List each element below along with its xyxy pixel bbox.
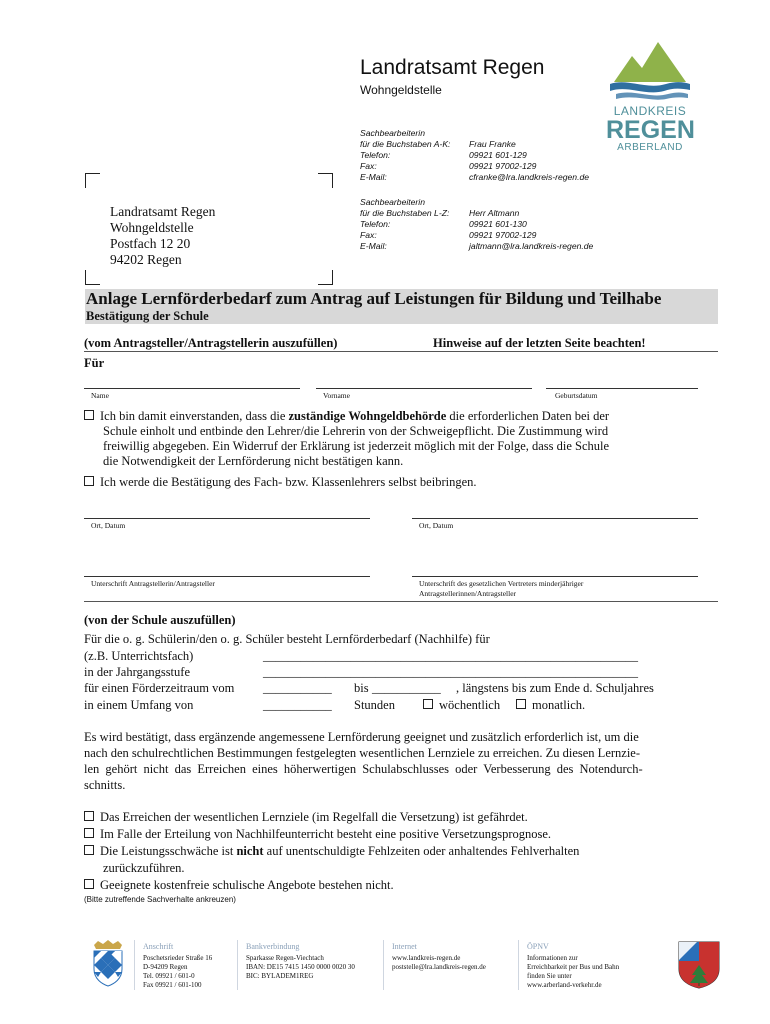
contact-label: Telefon: [360, 219, 391, 229]
consent-text-b: die erforderlichen Daten bei der [446, 409, 610, 423]
self-bring-checkbox[interactable] [84, 476, 94, 486]
check-note: (Bitte zutreffende Sachverhalte ankreuzen) [84, 895, 236, 904]
signature-right-label-2: Antragstellerinnen/Antragsteller [419, 589, 517, 598]
weekly-text: wöchentlich [439, 698, 501, 712]
period-bis-label: bis [354, 681, 369, 695]
notice-text: Hinweise auf der letzten Seite beachten! [433, 336, 646, 350]
self-bring-option [84, 475, 477, 490]
footer-heading: Internet [392, 942, 417, 951]
monthly-checkbox[interactable] [516, 699, 526, 709]
signature-left-label: Unterschrift Antragstellerin/Antragsteller [91, 579, 215, 588]
check-weakness-bold: nicht [236, 844, 264, 858]
footer-separator [383, 940, 384, 990]
period-tail: , längstens bis zum Ende d. Schuljahres [456, 681, 654, 695]
contact-label: Fax: [360, 230, 377, 240]
address-line: Landratsamt Regen [110, 204, 216, 219]
geburtsdatum-field[interactable] [546, 388, 698, 389]
contact-value: 09921 97002-129 [469, 161, 537, 171]
contact-value: 09921 97002-129 [469, 230, 537, 240]
signature-right-label-1: Unterschrift des gesetzlichen Vertreters minderjähriger [419, 579, 584, 588]
school-section-divider [84, 601, 718, 602]
footer-bank [246, 942, 355, 981]
row-scope-label: in einem Umfang von [84, 698, 194, 712]
footer-line: Informationen zur [527, 954, 578, 962]
address-line: 94202 Regen [110, 252, 182, 267]
ort-datum-left-field[interactable] [84, 518, 370, 519]
consent-line: Schule einholt und entbinde den Lehrer/die Lehrerin von der Schweigepflicht. Die Zustimmung wird [103, 424, 609, 438]
form-subtitle: Bestätigung der Schule [86, 309, 209, 323]
fuer-label: Für [84, 356, 105, 370]
confirm-line: nach den schulrechtlichen Bestimmungen festgelegten wesentlichen Lernziele zu erreichen. Zu diesen Lernzie- [84, 746, 641, 760]
geburtsdatum-label: Geburtsdatum [555, 391, 598, 400]
check-weakness-line2: zurückzuführen. [103, 861, 185, 875]
address-line: Wohngeldstelle [110, 220, 194, 235]
contact-label: für die Buchstaben A-K: [360, 139, 451, 149]
contact-label: Telefon: [360, 150, 391, 160]
address-corner-tl [85, 173, 100, 188]
contact-block-ak [360, 128, 450, 183]
contact-value: 09921 601-130 [469, 219, 527, 229]
contact-email[interactable]: cfranke@lra.landkreis-regen.de [469, 172, 590, 182]
vorname-field[interactable] [316, 388, 532, 389]
contact-value: Frau Franke [469, 139, 516, 149]
footer-line: D-94209 Regen [143, 963, 188, 971]
scope-hours-field[interactable]: ___________ [263, 698, 332, 712]
footer-heading: ÖPNV [527, 942, 549, 951]
footer-oepnv [527, 942, 619, 990]
contact-value: 09921 601-129 [469, 150, 527, 160]
grade-field[interactable]: ____________________________________________________________ [263, 665, 638, 679]
school-heading: (von der Schule auszufüllen) [84, 613, 236, 627]
monthly-option [516, 698, 585, 713]
consent-line: freiwillig abgegeben. Ein Widerruf der Erklärung ist jederzeit möglich mit der Folge, dass die Schule [103, 439, 610, 453]
contact-label: Sachbearbeiterin [360, 197, 425, 207]
bavaria-coat-of-arms [90, 939, 126, 987]
mountain-river-icon [606, 38, 694, 100]
check-offers-text: Geeignete kostenfreie schulische Angebote bestehen nicht. [100, 878, 394, 892]
address-corner-tr [318, 173, 333, 188]
self-bring-text: Ich werde die Bestätigung des Fach- bzw. Klassenlehrers selbst beibringen. [100, 475, 477, 489]
ort-datum-left-label: Ort, Datum [91, 521, 126, 530]
logo-line1: LANDKREIS [613, 104, 687, 118]
name-label: Name [91, 391, 109, 400]
ort-datum-right-field[interactable] [412, 518, 698, 519]
consent-text-bold: zuständige Wohngeldbehörde [288, 409, 447, 423]
recipient-address [110, 204, 215, 268]
check-weakness-text-a: Die Leistungsschwäche ist [100, 844, 237, 858]
consent-line: die Notwendigkeit der Lernförderung nicht bestätigen kann. [103, 454, 404, 468]
footer-line: Fax 09921 / 601-100 [143, 981, 202, 989]
footer-line: finden Sie unter [527, 972, 572, 980]
address-corner-br [318, 270, 333, 285]
scope-hours-label: Stunden [354, 698, 395, 712]
contact-values-lz [469, 197, 593, 252]
school-intro: Für die o. g. Schülerin/den o. g. Schüler besteht Lernförderbedarf (Nachhilfe) für [84, 632, 490, 646]
check-goals-checkbox[interactable] [84, 811, 94, 821]
check-prognosis-text: Im Falle der Erteilung von Nachhilfeunterricht besteht eine positive Versetzungsprognose. [100, 827, 552, 841]
consent-text-a: Ich bin damit einverstanden, dass die [100, 409, 289, 423]
period-to-field[interactable]: ___________ [372, 681, 441, 695]
footer-link[interactable]: www.arberland-verkehr.de [527, 981, 602, 989]
footer-link[interactable]: www.landkreis-regen.de [392, 954, 461, 962]
landkreis-regen-logo [606, 38, 695, 153]
check-goals-text: Das Erreichen der wesentlichen Lernziele (im Regelfall die Versetzung) ist gefährdet. [100, 810, 528, 824]
check-offers-checkbox[interactable] [84, 879, 94, 889]
contact-label: E-Mail: [360, 241, 387, 251]
district-coat-of-arms [676, 939, 722, 989]
school-checklist [84, 809, 579, 894]
footer-line: Erreichbarkeit per Bus und Bahn [527, 963, 620, 971]
weekly-checkbox[interactable] [423, 699, 433, 709]
row-period-label: für einen Förderzeitraum vom [84, 681, 235, 695]
footer-separator [237, 940, 238, 990]
confirmation-paragraph [84, 729, 724, 793]
check-weakness-text-b: auf unentschuldigte Fehlzeiten oder anhaltendes Fehlverhalten [263, 844, 580, 858]
footer-link[interactable]: poststelle@lra.landkreis-regen.de [392, 963, 486, 971]
footer-line: Sparkasse Regen-Viechtach [246, 954, 324, 962]
contact-block-lz [360, 197, 449, 252]
monthly-text: monatlich. [532, 698, 586, 712]
logo-line2: REGEN [606, 116, 695, 144]
row-grade-label: in der Jahrgangsstufe [84, 665, 190, 679]
contact-value [469, 197, 593, 208]
vorname-label: Vorname [323, 391, 350, 400]
confirm-line: Es wird bestätigt, dass ergänzende angemessene Lernförderung geeignet und zusätzlich erforderlich ist, um die [84, 730, 639, 744]
ort-datum-right-label: Ort, Datum [419, 521, 454, 530]
address-corner-bl [85, 270, 100, 285]
signature-right-field[interactable] [412, 576, 698, 577]
contact-email[interactable]: jaltmann@lra.landkreis-regen.de [469, 241, 594, 251]
logo-line3: ARBERLAND [617, 142, 683, 153]
name-field[interactable] [84, 388, 300, 389]
signature-left-field[interactable] [84, 576, 370, 577]
footer-heading: Bankverbindung [246, 942, 300, 951]
confirm-line: len gehört nicht das Erreichen eines höherwertigen Schulabschlusses oder Verbesserung des Notendurch- [84, 762, 643, 776]
footer-anschrift [143, 942, 212, 990]
footer-line: Tel. 09921 / 601-0 [143, 972, 195, 980]
footer-heading: Anschrift [143, 942, 174, 951]
weekly-option [423, 698, 500, 713]
contact-values-ak [469, 128, 589, 183]
footer-line: BIC: BYLADEM1REG [246, 972, 314, 980]
address-line: Postfach 12 20 [110, 236, 191, 251]
subject-field[interactable]: ____________________________________________________________ [263, 649, 638, 663]
footer-internet [392, 942, 486, 972]
contact-label: Sachbearbeiterin [360, 128, 425, 138]
applicant-heading: (vom Antragsteller/Antragstellerin auszufüllen) [84, 336, 338, 350]
fuer-box-top [84, 351, 718, 388]
footer-line: IBAN: DE15 7415 1450 0000 0020 30 [246, 963, 355, 971]
department-name: Wohngeldstelle [360, 83, 442, 97]
row-subject-label: (z.B. Unterrichtsfach) [84, 649, 194, 663]
footer-separator [518, 940, 519, 990]
bavaria-lozenge-icon [90, 939, 126, 987]
confirm-line: schnitts. [84, 778, 126, 792]
contact-label: E-Mail: [360, 172, 387, 182]
district-crest-icon [676, 939, 722, 989]
office-title: Landratsamt Regen [360, 56, 545, 79]
period-from-field[interactable]: ___________ [263, 681, 332, 695]
consent-paragraph [84, 409, 724, 469]
contact-label: für die Buchstaben L-Z: [360, 208, 450, 218]
footer-separator [134, 940, 135, 990]
footer-line: Poschetsrieder Straße 16 [143, 954, 213, 962]
check-weakness-checkbox[interactable] [84, 845, 94, 855]
consent-checkbox[interactable] [84, 410, 94, 420]
contact-value: Herr Altmann [469, 208, 520, 218]
contact-value [469, 128, 589, 139]
contact-label: Fax: [360, 161, 377, 171]
check-prognosis-checkbox[interactable] [84, 828, 94, 838]
form-title: Anlage Lernförderbedarf zum Antrag auf Leistungen für Bildung und Teilhabe [86, 289, 662, 308]
